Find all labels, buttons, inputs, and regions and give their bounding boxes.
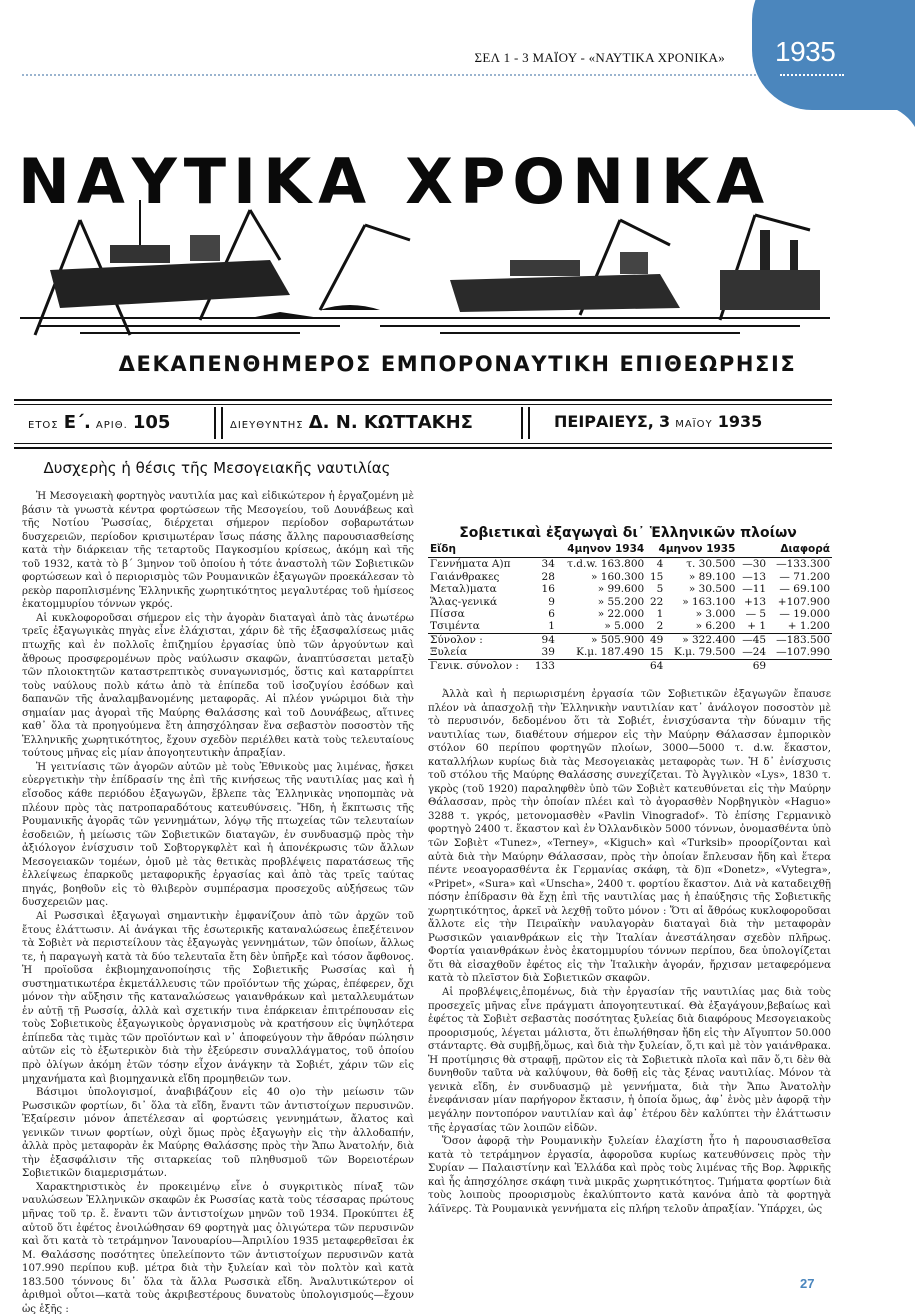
- article-paragraph: Βάσιμοι ὑπολογισμοί, ἀναβιβάζουν εἰς 40 ο)ο τὴν μείωσιν τῶν Ρωσσικῶν φορτίων, δι᾽ ὅλα τὰ εἴδη, ἔναντι τῶν ἀντιστοίχων περυσινῶν. Ἐξαίρεσιν μόνον ἀπετέλεσαν αἱ φορτώσεις γεννημάτων, ἄλατος καὶ γενικῶν τινων φορτίων, οὐχὶ ὅμως πρὸς ἐξαγωγὴν εἰς τὴν ἀλλοδαπήν, ἀλλὰ πρὸς μεταφορὰν ἐκ Μαύρης Θαλάσσης πρὸς τὴν Ἄπω Ἀνατολήν, διὰ τὴν ἐξασφάλισιν τῆς σιταρκείας τοῦ πληθυσμοῦ τῶν Βορειοτέρων Σοβιετικῶν διαμερισμάτων.: [22, 1087, 414, 1180]
- cell-item: Ξυλεία: [430, 646, 468, 659]
- table-grand-total-row: [428, 659, 832, 672]
- cell-diff-ships: —24: [742, 646, 767, 659]
- cell-qty-1934: Κ.μ. 187.490: [576, 646, 645, 659]
- article-paragraph: Χαρακτηριστικὸς ἐν προκειμένῳ εἶνε ὁ συγκριτικὸς πίναξ τῶν ναυλώσεων Ἑλληνικῶν σκαφῶν ἐκ Ρωσσίας κατὰ τοὺς τέσσαρας πρώτους μῆνας τοῦ τρ. ἔ. ἔναντι τῶν ἀντιστοίχων μηνῶν τοῦ 1934. Προκύπτει ἐξ αὐτοῦ ὅτι ἐφέτος ἐνοιλώθησαν 69 φορτηγὰ μας ὀλιγώτερα τῶν περυσινῶν καὶ ὅτι κατὰ τὸ τετράμηνον Ἰανουαρίου—Ἀπριλίου 1935 μεταφερθεῖσαι ἐκ Μ. Θαλάσσης ποσότητες ὑπελείποντο τῶν ἀντιστοίχων περυσινῶν κατὰ 107.990 περίπου κυβ. μέτρα διὰ τὴν ξυλείαν καὶ τὸν πολτὸν καὶ κατὰ 183.500 τόννους δι᾽ ὅλα τὰ ἄλλα Ρωσσικὰ εἴδη. Ἀναλυτικώτερον οἱ ἀριθμοὶ οὗτοι—κατὰ τοὺς ἀκριβεστέρους δυνατοὺς ὑπολογισμούς—ἔχουν ὡς ἑξῆς :: [22, 1181, 414, 1315]
- cell-diff-ships: + 1: [747, 620, 767, 633]
- table-row: [428, 646, 832, 659]
- cell-qty-1935: » 322.400: [665, 633, 737, 646]
- cell-qty-1935: » 163.100: [682, 595, 736, 608]
- table-row: [428, 558, 832, 571]
- place: ΠΕΙΡΑΙΕΥΣ,: [554, 412, 654, 431]
- table-header-row: [428, 543, 832, 558]
- year-dotted-rule: [780, 74, 844, 76]
- exports-table: [428, 543, 832, 672]
- issue-year-num: 1935: [717, 412, 763, 431]
- masthead-subtitle: ΔΕΚΑΠΕΝΘΗΜΕΡΟΣ ΕΜΠΟΡΟΝΑΥΤΙΚΗ ΕΠΙΘΕΩΡΗΣΙΣ: [118, 352, 797, 376]
- exports-table-title: Σοβιετικαὶ ἐξαγωγαὶ δι᾽ Ἑλληνικῶν πλοίων: [459, 525, 797, 541]
- cell-item: Σύνολον :: [428, 633, 530, 646]
- masthead-title-left: ΝΑΥΤΙΚΑ: [18, 145, 374, 218]
- year-label-text: ΕΤΟΣ: [28, 420, 59, 431]
- cell-diff-qty: — 19.000: [779, 608, 830, 621]
- cell-qty-1935: » 3.000: [695, 608, 736, 621]
- cell-item: Μεταλ)ματα: [430, 583, 497, 596]
- cell-qty-1934: » 22.000: [597, 608, 645, 621]
- cell-diff-ships: —30: [742, 558, 767, 571]
- cell-ships-1934: 1: [548, 620, 555, 633]
- day: 3: [658, 412, 671, 431]
- side-curve: [842, 104, 915, 1291]
- cell-ships-1934: 39: [541, 646, 555, 659]
- cell-diff-qty: + 1.200: [787, 620, 830, 633]
- cell-qty-1935: Κ.μ. 79.500: [674, 646, 736, 659]
- header-dotted-rule: [22, 74, 772, 76]
- cell-item: Ἅλας-γενικά: [430, 595, 498, 608]
- article-paragraph: Ἀλλὰ καὶ ἡ περιωρισμένη ἐργασία τῶν Σοβιετικῶν ἐξαγωγῶν ἔπαυσε πλέον νὰ ἀπασχολῇ τὴν Ἑλληνικὴν ναυτιλίαν κατ᾽ ἀνάλογον ποσοστὸν μὲ τὸ περυσινόν, δεδομένου ὅτι τὰ Σοβιέτ, ἐνισχύσαντα τὴν δύναμιν τῆς ναυτιλίας των, διαθέτουν σήμερον εἰς τὴν Μαύρην Θάλασσαν ἐμπορικὸν στόλον 60 περίπου φορτηγῶν πλοίων, 3000—5000 τ. d.w. ἕκαστον, καταλλήλων κυρίως διὰ τὰς Μεσογειακὰς μεταφορὰς των. Ἡ δ᾽ ἐνίσχυσις τοῦ στόλου τῆς Μαύρης Θαλάσσης συνεχίζεται. Τὸ Ἀγγλικὸν «Lys», 1830 τ. γκρὸς (τοῦ 1920) παραληφθὲν ὑπὸ τῶν Σοβιὲτ κατευθύνεται εἰς τὴν Μαύρην Θάλασσαν, πρὸς τὴν ὁποίαν πλέει καὶ τὸ ἀγορασθὲν Νορβηγικὸν «Haguo» 3288 τ. γκρός, μετονομασθὲν «Pavlin Vinogradof». Τὸ ἐπίσης Γερμανικὸ φορτηγὸ 2400 τ. ἕκαστον καὶ ἐν Ὀλλανδικὸν 5000 τόννων, ὀνομασθέντα ὑπὸ τῶν Σοβιὲτ «Tunez», «Terney», «Kiguch» καὶ «Turksib» προορίζονται καὶ αὐτὰ διὰ τὴν Μαύρην Θάλασσαν, πρὸς τὴν ὁποίαν ἔπλευσαν ἤδη καὶ ἕτερα πέντε νεοαγορασθέντα ἐκ Γερμανίας σκάφη, τὰ δ)π «Donetz», «Vytegra», «Pripet», «Sura» καὶ «Unscha», 2400 τ. φορτίου ἕκαστον. Διὰ νὰ καταδειχθῇ πόσην ἐπίδρασιν θὰ ἔχῃ ἐπὶ τῆς ναυτιλίας μας ἡ ἐπαύξησις τῆς Σοβιετικῆς χωρητικότητος, ἀρκεῖ νὰ λεχθῇ τοῦτο μόνον : Ὅτι αἱ ἄθρόως κυκλοφοροῦσαι ἄλλοτε εἰς τὴν Πειραϊκὴν ναυλαγορὰν διαταγαὶ διὰ τὴν μεταφορὰν Ρωσσικῶν γαιανθράκων εἰς τὴν Ἰταλίαν ἀνεστάλησαν σχεδὸν πλῆρως. Φορτία γαιανθράκων ἑνὸς ἑκατομμυρίου τόννων περίπου, δεα ὑπολογίζεται ὅτι θὰ εἰσαχθοῦν ἐφέτος εἰς τὴν Ἰταλικὴν ἀγοράν, ἤρχισαν μεταφερόμενα κατὰ τὸ πλεῖστον διὰ Σοβιετικῶν σκαφῶν.: [428, 689, 831, 985]
- issue-info-bar: [14, 399, 832, 449]
- month: ΜΑΪΟΥ: [675, 419, 713, 430]
- table-row: [428, 583, 832, 595]
- issue-date: [554, 412, 762, 431]
- info-separator: [214, 407, 223, 439]
- number-value: 105: [132, 412, 171, 433]
- cell-qty-1935: » 89.100: [688, 570, 736, 583]
- cell-ships-1934: 94: [530, 633, 556, 646]
- article-paragraph: Αἱ Ρωσσικαὶ ἐξαγωγαὶ σημαντικὴν ἐμφανίζουν ἀπὸ τῶν ἀρχῶν τοῦ ἔτους ἐλάττωσιν. Αἱ ἀνάγκαι τῆς ἐσωτερικῆς καταναλώσεως ἐπεξέτεινον τὰ Σοβιὲτ νὰ περιστείλουν τὰς ἐξαγωγὰς γεννημάτων, τῶν ὁποίων, ἄλλως τε, ἡ παραγωγὴ κατὰ τὰ δύο τελευταῖα ἔτη δὲν ὑπῆρξε καὶ τόσον ἄφθονος. Ἡ προϊοῦσα ἐκβιομηχανοποίησις τῆς Σοβιετικῆς Ρωσσίας καὶ ἡ συστηματικωτέρα ἐκμετάλλευσις τῶν προϊόντων τῆς χώρας, ἐπέφερεν, ὄχι μόνον τὴν αὔξησιν τῆς καταναλώσεως γαιανθράκων καὶ μεταλλευμάτων ἐν αὐτῇ τῇ Ρωσσίᾳ, ἀλλὰ καὶ σχετικήν τινα ἐπάρκειαν ἐπιτρέπουσαν εἰς τοὺς Σοβιετικοὺς ἐξαγωγικοὺς ὀργανισμοὺς νὰ κρατήσουν εἰς ὑψηλότερα ἐπίπεδα τὰς τιμὰς τῶν προϊόντων καὶ ν᾽ ἀποφεύγουν τὴν ἄθρόαν πώλησιν αὐτῶν εἰς τὸ ἐξωτερικὸν διὰ τὴν ἐξεύρεσιν συναλλάγματος, τοῦ ὁποίου πρὸ ὀλίγων ἀκόμη ἐτῶν τόσην εἶχον ἀνάγκην τὰ Σοβιέτ, χάριν τῶν εἰς μηχανήματα καὶ βιομηχανικὰ εἴδη προμηθειῶν των.: [22, 910, 414, 1085]
- cell-ships-1935: 4: [656, 558, 664, 571]
- cell-ships-1935: 2: [656, 620, 664, 633]
- cell-item: Πίσσα: [430, 608, 465, 621]
- article-paragraph: Αἱ κυκλοφοροῦσαι σήμερον εἰς τὴν ἀγορὰν διαταγαὶ ἀπὸ τὰς ἀνωτέρω τρεῖς ἐξαγωγικὰς πηγὰς εἶνε ἐλάχισται, χάριν δὲ τῆς ἐξασφαλίσεως μιᾶς πτωχῆς καὶ ἐν πολλοῖς ἐπιζημίου ἐργασίας ὑπὸ τῶν ἀργούντων καὶ ἄθροως προσφερομένων πρὸς ναύλωσιν σκαφῶν, ἀναπτύσσεται μεταξὺ τῶν πλοιοκτητῶν καταστρεπτικὸς συναγωνισμός, ὅστις καὶ καταρρίπτει τοὺς ναύλους πολὺ κάτω ἀπὸ τὰ ἐπίπεδα τοῦ ἰσοζυγίου ἐσόδων καὶ δαπανῶν τῆς ἀναλαμβανομένης μεταφορᾶς. Αἱ πλέον γνώριμοι διὰ τὴν σημαίαν μας ἀγοραὶ τῆς Μαύρης Θαλάσσης καὶ τοῦ Δουνάβεως, αἵτινες καθ᾽ ὅλα τὰ προηγούμενα ἔτη ἀπησχόλησαν ἕνα σεβαστὸν ποσοστὸν τῆς Ἑλληνικῆς χωρητικότητος, ἔχουν σχεδὸν περιέλθει κατὰ τοὺς τελευταίους τούτους μῆνας εἰς μίαν ἀπογοητευτικὴν ἀπραξίαν.: [22, 612, 414, 760]
- table-header: 4μηνον 1934: [530, 543, 646, 558]
- cell-ships-1934: 6: [548, 608, 555, 621]
- cell-qty-1935: » 30.500: [688, 583, 736, 596]
- issue-line: ΣΕΛ 1 - 3 ΜΑΪΟΥ - «ΝΑΥΤΙΚΑ ΧΡΟΝΙΚΑ»: [474, 50, 725, 65]
- cell-diff-ships: — 5: [745, 608, 767, 621]
- cell-diff-qty: +107.900: [777, 595, 830, 608]
- issue-year: [28, 412, 170, 433]
- article-paragraph: Ἡ Μεσογειακὴ φορτηγὸς ναυτιλία μας καὶ εἰδικώτερον ἡ ἐργαζομένη μὲ βάσιν τὰ γνωστὰ κέντρα φορτώσεων τῆς Μεσογείου, τοῦ Δουνάβεως καὶ τῆς Νοτίου Ῥωσσίας, διέρχεται σήμερον περίοδον σοβαρωτάτων δυσχερειῶν, περίοδον κρισιμωτέραν ἴσως πάσης ἄλλης παρουσιασθείσης κατὰ τὴν διάρκειαν τῆς τεταρτοῦς Παγκοσμίου κρίσεως, ἀκόμη καὶ τῆς τοῦ 1932, κατὰ τὸ β΄ 3μηνον τοῦ ὁποίου ἡ τότε ἀναστολὴ τῶν Σοβιετικῶν φορτώσεων καὶ ὁ περιορισμὸς τῶν Ρουμανικῶν ἐξαγωγῶν προεκάλεσαν τὸ ρεκὸρ παροπλισμένης Ἑλληνικῆς χωρητικότητος μεγαλυτέρας τοῦ ἡμίσεος ἑκατομμυρίου τόννων γκρός.: [22, 491, 414, 611]
- article-title: Δυσχερὴς ἡ θέσις τῆς Μεσογειακῆς ναυτιλίας: [43, 459, 391, 477]
- table-total-row: [428, 633, 832, 646]
- cell-diff-qty: — 69.100: [779, 583, 830, 596]
- cell-qty-1934: » 55.200: [597, 595, 645, 608]
- masthead-title-right: ΧΡΟΝΙΚΑ: [405, 145, 772, 218]
- cell-ships-1935: 49: [646, 633, 665, 646]
- table-row: [428, 608, 832, 620]
- cell-ships-1935: 15: [649, 570, 664, 583]
- cell-diff-ships: —45: [737, 633, 768, 646]
- director-label: ΔΙΕΥΘΥΝΤΗΣ: [230, 420, 304, 431]
- article-paragraph: Ἡ γειτνίασις τῶν ἀγορῶν αὐτῶν μὲ τοὺς Ἐθνικοὺς μας λιμένας, ἤσκει εὐεργετικὴν τὴν ἐπίδρασίν της ἐπὶ τῆς κινήσεως τῆς ναυτιλίας μας καὶ ἡ εἴσοδος κάθε περιόδου ἐξαγωγῶν, ἔβλεπε τὰς Ἑλληνικὰς νηοπομπὰς νὰ πλέουν πρὸς τὰς πατροπαραδότους κατευθύνσεις. Ἤδη, ἡ ἔκπτωσις τῆς Ρουμανικῆς ἀγορᾶς τῶν γεννημάτων, λόγῳ τῆς πτωχείας τῶν τελευταίων ἐσοδειῶν, ἡ μείωσις τῶν Σοβιετικῶν διαταγῶν, ἐν συνδυασμῷ πρὸς τὴν ἀξιόλογον ἐνίσχυσιν τοῦ Σοβτοργκφλὲτ καὶ ἡ ἀπονέκρωσις τῶν ἄλλων Μεσογειακῶν τομέων, ὁμοῦ μὲ τὰς θετικὰς προβλέψεις παρατάσεως τῆς ἐλλείψεως ἐπαρκοῦς μεταφορικῆς ἐργασίας καὶ ἀπὸ τὰς τρεῖς ταύτας πηγάς, βοηθοῦν εἰς τὸ θλιβερὸν συμπέρασμα προσεχοῦς αὐξήσεως τῶν δυσχερειῶν μας.: [22, 761, 414, 909]
- cell-diff-ships: 69: [737, 659, 768, 672]
- article-paragraph: Αἱ προβλέψεις,ἑπομένως, διὰ τὴν ἐργασίαν τῆς ναυτιλίας μας διὰ τοὺς προσεχεῖς μῆνας εἶνε πράγματι ἀπογοητευτικαί. Θὰ ἐξαγάγουν,βεβαίως καὶ ἐφέτος τὰ Σοβιὲτ σεβαστὰς ποσότητας ξυλείας διὰ διαφόρους Μεσογειακοὺς προορισμούς, λέγεται μάλιστα, ὅτι ἐπωλήθησαν ἤδη εἰς τὴν Αἴγυπτον 50.000 στάνταρτς. Θὰ συμβῇ,ὅμως, καὶ διὰ τὴν ξυλείαν, ὅ,τι καὶ μὲ τὸν γαιάνθρακα. Ἡ προτίμησις θὰ στραφῇ, πρῶτον εἰς τὰ Σοβιετικὰ πλοῖα καὶ πᾶν ὅ,τι δὲν θὰ δυνηθοῦν ταῦτα νὰ καλύψουν, θὰ δοθῇ εἰς τὰς ξένας ναυτιλίας. Μόνον τὰ γενικὰ εἴδη, ἐν συνδυασμῷ μὲ γεννήματα, διὰ τὴν Ἄπω Ἀνατολὴν ἐνεφάνισαν μίαν παρήγορον ἔκτασιν, ἡ ὁποία ὅμως, ἀφ᾽ ἑνὸς μὲν ἀφορᾷ τὴν μεγάλην ποντοπόρον ναυτιλίαν καὶ ἀφ᾽ ἑτέρου δὲν καλύπτει τὴν ἐλάττωσιν τῆς ἐργασίας τῶν λοιπῶν εἰδῶν.: [428, 987, 831, 1134]
- cell-qty-1935: » 6.200: [695, 620, 736, 633]
- cell-ships-1935: 22: [649, 595, 664, 608]
- cell-diff-ships: —11: [742, 583, 767, 596]
- cell-qty-1934: τ.d.w. 163.800: [567, 558, 645, 571]
- cell-item: Τσιμέντα: [430, 620, 480, 633]
- cell-qty-1934: » 160.300: [591, 570, 645, 583]
- article-left-column: [22, 490, 414, 1316]
- cell-ships-1934: 133: [530, 659, 556, 672]
- cell-qty-1934: » 5.000: [604, 620, 645, 633]
- cell-qty-1934: » 505.900: [557, 633, 646, 646]
- page-number: 27: [800, 1276, 815, 1291]
- cell-ships-1935: 5: [656, 583, 664, 596]
- year-label: 1935: [775, 36, 836, 67]
- cell-diff-qty: —183.500: [768, 633, 832, 646]
- info-separator: [521, 407, 530, 439]
- cell-diff-qty: —133.300: [776, 558, 830, 571]
- cell-ships-1935: 15: [649, 646, 664, 659]
- article-right-column: [428, 688, 831, 1216]
- director-name: Δ. Ν. ΚΩΤΤΑΚΗΣ: [308, 412, 473, 433]
- cell-ships-1934: 28: [541, 570, 555, 583]
- article-paragraph: Ὅσον ἀφορᾷ τὴν Ρουμανικὴν ξυλείαν ἐλαχίστη ἦτο ἡ παρουσιασθεῖσα κατὰ τὸ τετράμηνον ἐργασία, ἀφοροῦσα κυρίως κατευθύνσεις πρὸς τὴν Συρίαν — Παλαιστίνην καὶ Ἑλλάδα καὶ πρὸς τοὺς λιμένας τῆς Βορ. Ἀφρικῆς καὶ ἧς ἀπησχόλησε σκάφη τινὰ μικρᾶς χωρητικότητος. Τμήματα φορτίων διὰ τοὺς λοιποὺς προορισμοὺς ἐκαλύπτοντο κατὰ κανόνα ἀπὸ τὰ φορτηγὰ λάϊνερς. Τὰ Ρουμανικὰ γεννήματα εἰς πλήρη τελοῦν ἀπραξίαν. Ὑπάρχει, ὡς: [428, 1136, 831, 1215]
- cell-diff-ships: +13: [743, 595, 767, 608]
- table-row: [428, 620, 832, 633]
- table-header: Διαφορά: [737, 543, 832, 558]
- cell-ships-1935: 64: [646, 659, 665, 672]
- issue-director: [230, 412, 473, 433]
- cell-diff-qty: — 71.200: [779, 570, 830, 583]
- table-row: [428, 596, 832, 608]
- cell-item: Γεννήματα Α)π: [430, 558, 511, 571]
- number-label: ΑΡΙΘ.: [95, 420, 128, 431]
- cell-qty-1935: τ. 30.500: [686, 558, 736, 571]
- cell-ships-1934: 16: [541, 583, 555, 596]
- cell-diff-qty: —107.990: [776, 646, 830, 659]
- cell-item: Γαιάνθρακες: [430, 570, 500, 583]
- table-row: [428, 571, 832, 583]
- cell-ships-1935: 1: [656, 608, 664, 621]
- table-header: Εἴδη: [428, 543, 530, 558]
- cell-ships-1934: 34: [541, 558, 555, 571]
- cell-diff-ships: —13: [742, 570, 767, 583]
- year-value: Ε΄.: [63, 412, 91, 433]
- cell-qty-1934: » 99.600: [597, 583, 645, 596]
- harbor-illustration: [20, 200, 830, 340]
- cell-ships-1934: 9: [548, 595, 555, 608]
- cell-item: Γενικ. σύνολον :: [428, 659, 530, 672]
- table-header: 4μηνον 1935: [646, 543, 737, 558]
